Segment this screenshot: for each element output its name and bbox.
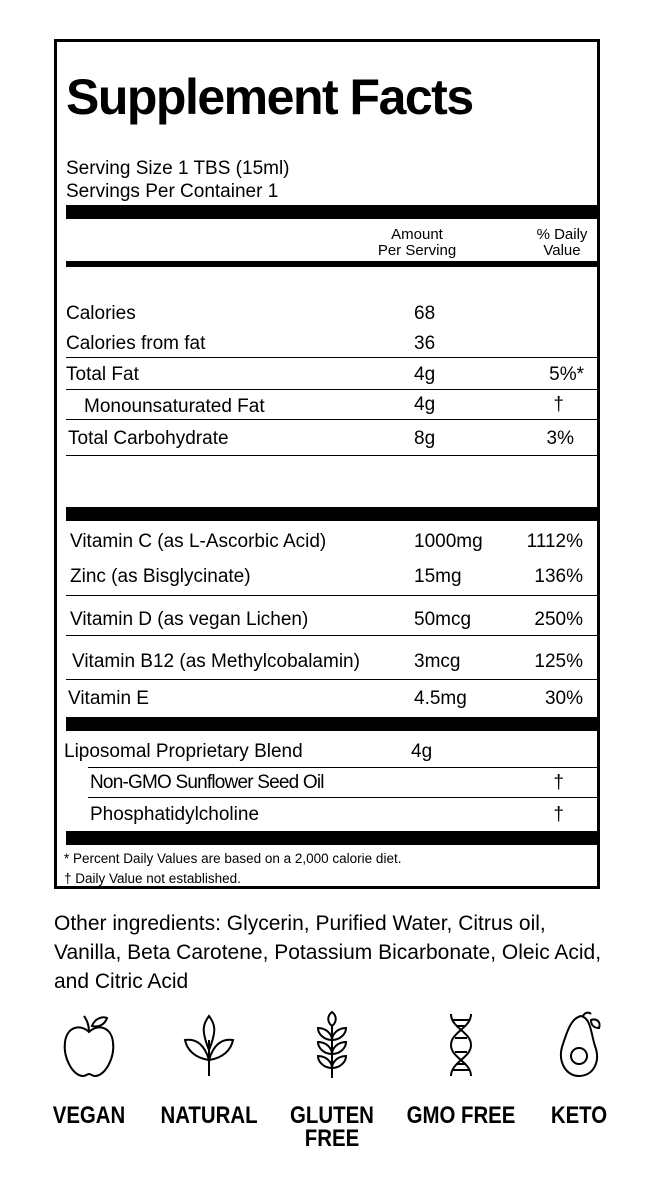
amount-header: Amount Per Serving <box>377 226 457 259</box>
avocado-icon <box>549 1010 609 1080</box>
row-divider <box>88 797 600 798</box>
row-divider <box>66 635 600 636</box>
badge-gluten-free <box>267 1010 397 1150</box>
thick-divider <box>66 205 600 219</box>
badge-label: NATURAL <box>160 1102 258 1129</box>
vitamin-daily-value: 1112% <box>526 531 583 552</box>
nutrient-label: Calories from fat <box>66 333 206 354</box>
blend-label: Liposomal Proprietary Blend <box>64 741 303 762</box>
badge-gmo-free <box>396 1010 526 1128</box>
nutrient-amount: 4g <box>414 394 436 415</box>
vitamin-amount: 1000mg <box>414 531 483 552</box>
badge-keto <box>514 1010 644 1128</box>
vitamin-label: Vitamin B12 (as Methylcobalamin) <box>72 651 360 672</box>
row-divider <box>88 767 600 768</box>
nutrient-amount: 8g <box>414 428 436 449</box>
badge-label: KETO <box>550 1102 608 1129</box>
other-ingredients: Other ingredients: Glycerin, Purified Water, Citrus oil, Vanilla, Beta Carotene, Potassium Bicarbonate, Oleic Acid, and Citric Acid <box>54 912 602 993</box>
vitamin-daily-value: 30% <box>544 688 583 709</box>
footnote-dagger: † Daily Value not established. <box>64 871 241 886</box>
vitamin-label: Vitamin D (as vegan Lichen) <box>70 609 309 630</box>
badge-label: GLUTEN FREE <box>290 1102 374 1152</box>
blend-ingredient-daily-value: † <box>553 772 564 793</box>
blend-ingredient-label: Phosphatidylcholine <box>90 804 260 825</box>
nutrient-label: Total Carbohydrate <box>68 428 229 449</box>
nutrient-daily-value: 3% <box>546 428 574 449</box>
row-divider <box>66 679 600 680</box>
thick-divider <box>66 717 600 731</box>
blend-ingredient-daily-value: † <box>553 804 564 825</box>
wheat-icon <box>302 1010 362 1080</box>
serving-size: Serving Size 1 TBS (15ml) <box>66 158 290 179</box>
medium-divider <box>66 261 600 267</box>
badge-natural <box>144 1010 274 1128</box>
nutrient-label: Calories <box>66 303 136 324</box>
nutrient-label: Total Fat <box>66 364 139 385</box>
vitamin-amount: 3mcg <box>414 651 461 672</box>
nutrient-amount: 68 <box>414 303 436 324</box>
nutrient-amount: 36 <box>414 333 436 354</box>
badge-label: GMO FREE <box>406 1102 516 1129</box>
vitamin-amount: 4.5mg <box>414 688 467 709</box>
nutrient-daily-value: 5%* <box>549 364 584 385</box>
nutrient-amount: 4g <box>414 364 436 385</box>
vitamin-daily-value: 250% <box>534 609 583 630</box>
thick-divider <box>66 831 600 845</box>
vitamin-label: Zinc (as Bisglycinate) <box>70 566 251 587</box>
row-divider <box>66 389 600 390</box>
row-divider <box>66 357 600 358</box>
panel-title: Supplement Facts <box>66 69 473 125</box>
vitamin-daily-value: 136% <box>534 566 583 587</box>
blend-ingredient-label: Non-GMO Sunflower Seed Oil <box>90 772 324 793</box>
row-divider <box>66 455 600 456</box>
leaf-sprout-icon <box>179 1010 239 1080</box>
badge-label: VEGAN <box>52 1102 126 1129</box>
supplement-facts-panel <box>54 39 600 889</box>
vitamin-daily-value: 125% <box>534 651 583 672</box>
vitamin-amount: 15mg <box>414 566 462 587</box>
vitamin-amount: 50mcg <box>414 609 472 630</box>
row-divider <box>66 419 600 420</box>
footnote-percent: * Percent Daily Values are based on a 2,000 calorie diet. <box>64 851 402 866</box>
daily-value-header: % Daily Value <box>536 226 588 259</box>
nutrient-label: Monounsaturated Fat <box>84 396 265 417</box>
servings-per-container: Servings Per Container 1 <box>66 181 279 202</box>
badge-vegan <box>24 1010 154 1128</box>
dna-icon <box>431 1010 491 1080</box>
nutrient-daily-value: † <box>553 394 564 415</box>
thick-divider <box>66 507 600 521</box>
row-divider <box>66 595 600 596</box>
vitamin-label: Vitamin C (as L-Ascorbic Acid) <box>70 531 327 552</box>
blend-amount: 4g <box>411 741 433 762</box>
apple-icon <box>59 1010 119 1080</box>
vitamin-label: Vitamin E <box>68 688 149 709</box>
